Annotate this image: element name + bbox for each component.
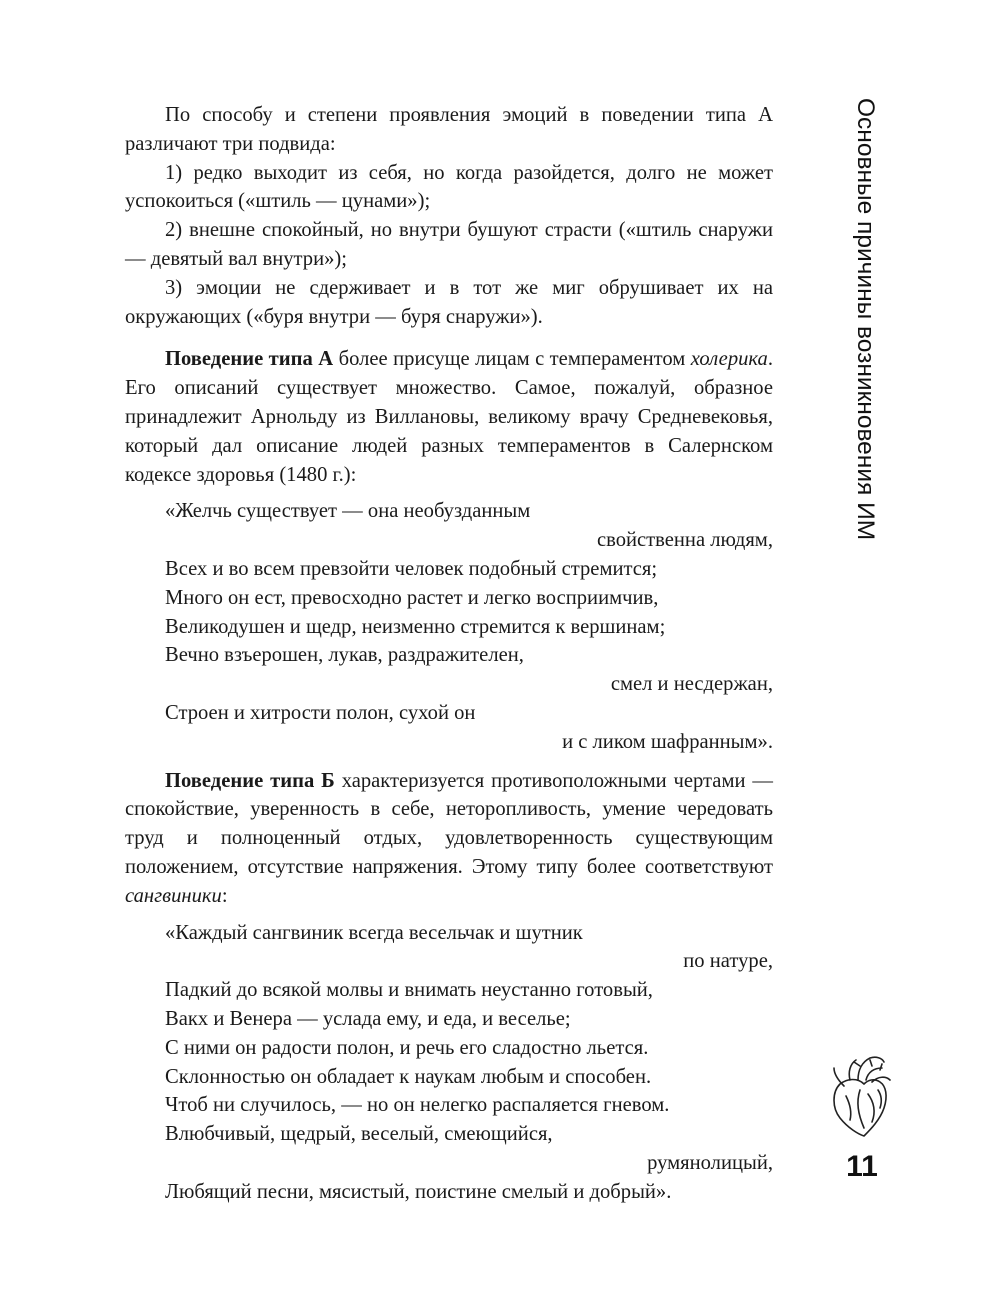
poem-line: Влюбчивый, щедрый, веселый, смеющийся, (165, 1123, 553, 1146)
poem-line: Склонностью он обладает к наукам любым и способен. (165, 1065, 652, 1088)
poem-line: «Желчь существует — она необузданным (165, 500, 531, 523)
poem-line: и с ликом шафранным». (562, 730, 773, 753)
poem-line: Любящий песни, мясистый, поистине смелый и добрый». (165, 1180, 672, 1203)
choleric-term: холерика (690, 348, 768, 371)
sanguine-term: сангвиники (125, 884, 222, 907)
running-head-text: Основные причины возникновения ИМ (852, 98, 879, 541)
poem-line: Вакх и Венера — услада ему, и еда, и веселье; (165, 1007, 571, 1030)
poem-line: смел и несдержан, (610, 673, 773, 696)
running-head (845, 98, 885, 1028)
body-text (125, 101, 773, 1216)
subtype-item-1: 1) редко выходит из себя, но когда разойдется, долго не может успокоиться («штиль — цунами»); (125, 161, 773, 213)
poem-sanguine (125, 919, 773, 1207)
poem-line: Вечно взъерошен, лукав, раздражителен, (165, 644, 524, 667)
type-b-paragraph (125, 767, 773, 911)
type-b-text-1: характеризуется противоположными чертами — спокойствие, уверенность в себе, неторопливость, умение чередовать труд и полноценный отдых, удовлетворенность существующим положением, отсутствие напряжения. Этому типу более соответствуют (125, 769, 773, 878)
poem-line: Всех и во всем превзойти человек подобный стремится; (165, 557, 658, 580)
poem-line: «Каждый сангвиник всегда весельчак и шутник (165, 921, 583, 944)
poem-line: Строен и хитрости полон, сухой он (165, 701, 476, 724)
poem-line: румянолицый, (647, 1151, 773, 1174)
poem-line: С ними он радости полон, и речь его сладостно льется. (165, 1036, 649, 1059)
type-b-term: Поведение типа Б (165, 769, 335, 792)
poem-line: Чтоб ни случилось, — но он нелегко распаляется гневом. (165, 1094, 670, 1117)
type-a-text-1: более присуще лицам с темпераментом (333, 348, 691, 371)
poem-line: свойственна людям, (596, 529, 773, 552)
poem-line: Великодушен и щедр, неизменно стремится к вершинам; (165, 615, 666, 638)
poem-line: Много он ест, превосходно растет и легко восприимчив, (165, 586, 659, 609)
poem-line: по натуре, (683, 950, 773, 973)
type-a-term: Поведение типа А (165, 348, 334, 371)
intro-paragraph: По способу и степени проявления эмоций в поведении типа А различают три подвида: (125, 104, 773, 155)
type-a-paragraph (125, 345, 773, 489)
page-number: 11 (846, 1150, 878, 1183)
poem-line: Падкий до всякой молвы и внимать неустанно готовый, (165, 979, 653, 1002)
heart-icon (826, 1050, 894, 1138)
subtype-item-3: 3) эмоции не сдерживает и в тот же миг обрушивает их на окружающих («буря внутри — буря снаружи»). (125, 276, 773, 328)
type-a-text-2: . Его описаний существует множество. Самое, пожалуй, образное принадлежит Арнольду из Виллановы, великому врачу Средневековья, который дал описание людей разных темпераментов в Салернском кодексе здоровья (1480 г.): (125, 348, 773, 486)
type-b-text-2: : (221, 884, 228, 907)
poem-choleric (125, 497, 773, 756)
subtype-item-2: 2) внешне спокойный, но внутри бушуют страсти («штиль снаружи — девятый вал внутри»); (125, 219, 773, 270)
